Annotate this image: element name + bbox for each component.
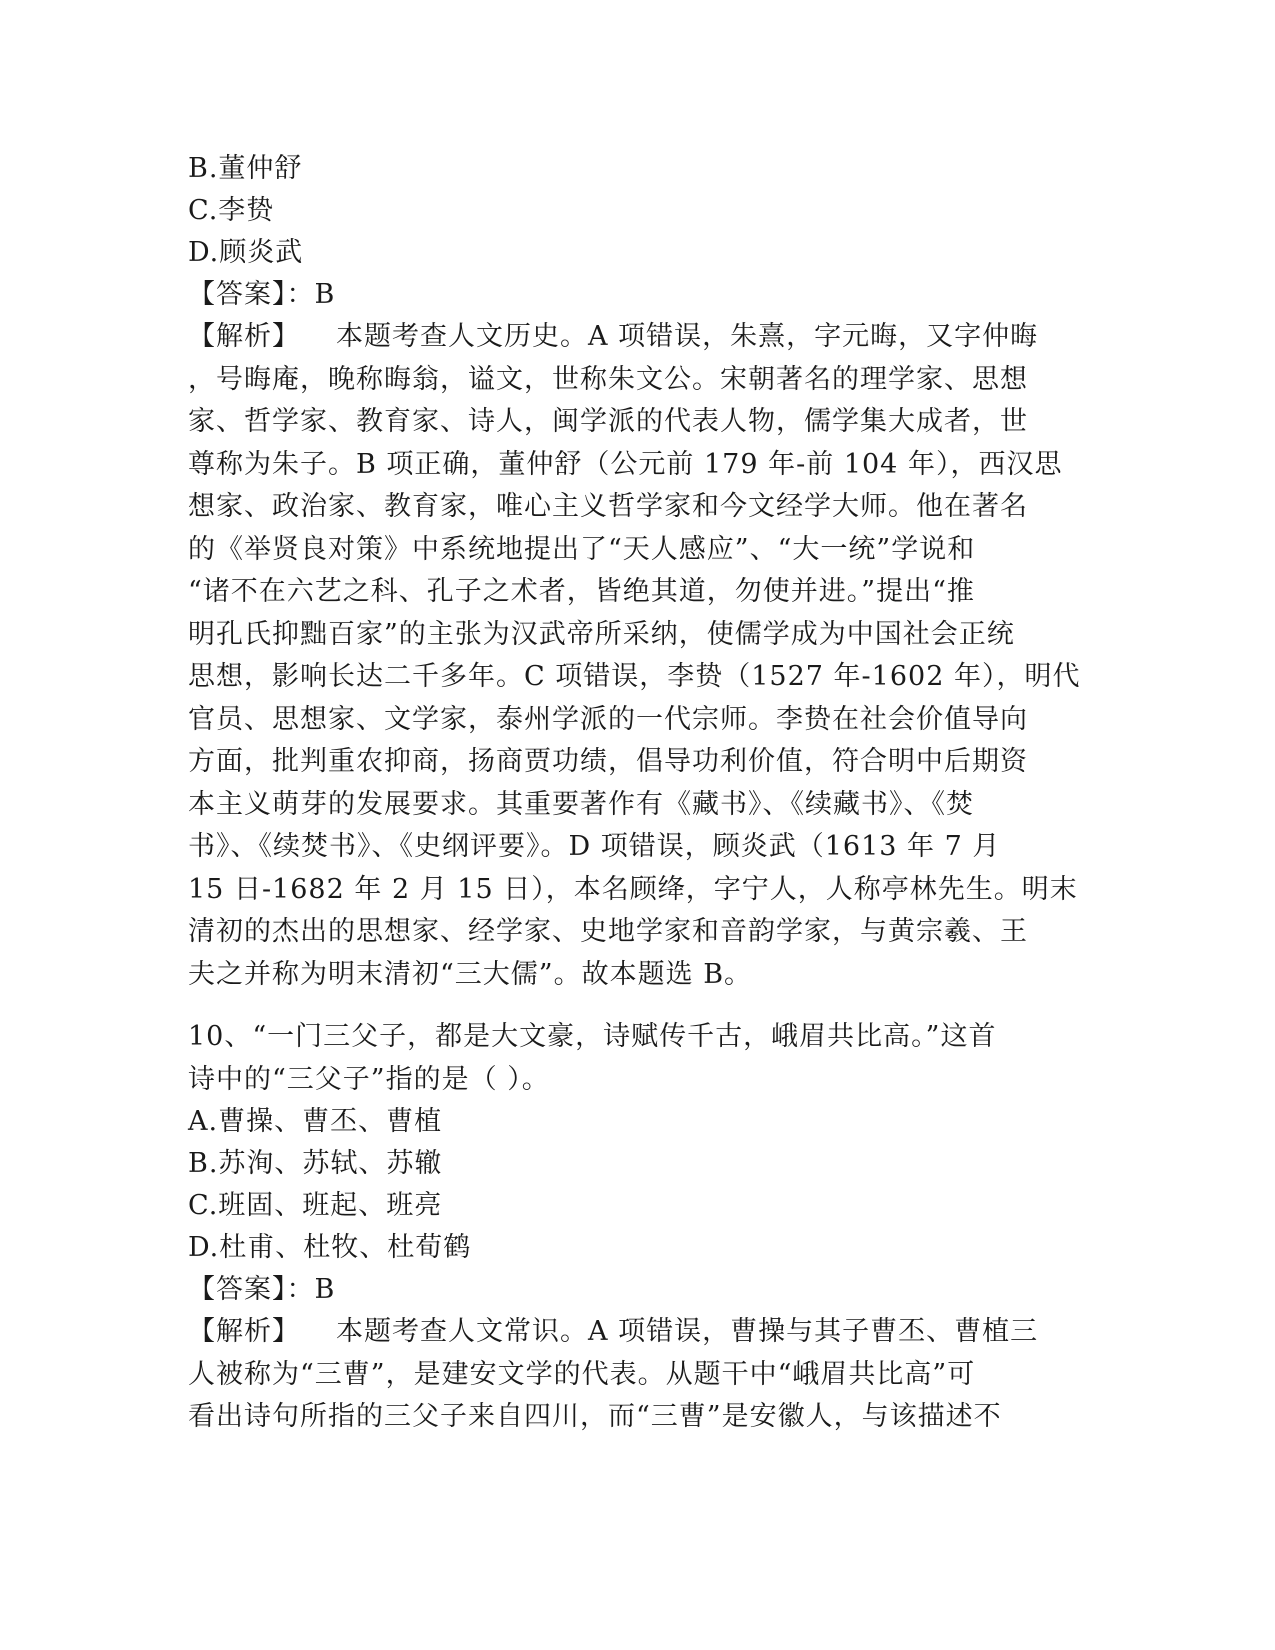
q10-answer-label: 【答案】： [188, 1274, 315, 1305]
q10-option-d: D.杜甫、杜牧、杜荀鹤 [188, 1232, 472, 1263]
q10-option-c: C.班固、班起、班亮 [188, 1190, 443, 1221]
q9-answer-value: B [314, 279, 336, 310]
q9-option-d: D.顾炎武 [188, 237, 304, 268]
document-page [188, 148, 1088, 1439]
q9-option-b: B.董仲舒 [188, 153, 303, 184]
q9-explanation-line: 清初的杰出的思想家、经学家、史地学家和音韵学家，与黄宗羲、王 [188, 916, 1028, 947]
q9-explanation-line: 明孔氏抑黜百家”的主张为汉武帝所采纳，使儒学成为中国社会正统 [188, 618, 1015, 650]
q9-explanation-line: 尊称为朱子。B 项正确，董仲舒（公元前 179 年-前 104 年），西汉思 [188, 448, 1063, 480]
q10-explanation-label: 【解析】 [188, 1316, 300, 1347]
q9-option-c: C.李贽 [188, 195, 275, 226]
q9-explanation-line [188, 316, 1088, 359]
q9-explanation-line: 家、哲学家、教育家、诗人，闽学派的代表人物，儒学集大成者，世 [188, 406, 1028, 437]
q10-explanation-line [188, 1311, 1088, 1354]
q10-explanation [188, 1311, 1088, 1439]
q10-explanation-line: 看出诗句所指的三父子来自四川，而“三曹”是安徽人，与该描述不 [188, 1401, 1002, 1432]
q10-explanation-text: 本题考查人文常识。A 项错误，曹操与其子曹丕、曹植三 [336, 1316, 1039, 1347]
q9-explanation-line: 15 日-1682 年 2 月 15 日），本名顾绛，字宁人，人称亭林先生。明末 [188, 873, 1078, 905]
q9-explanation-line: 想家、政治家、教育家，唯心主义哲学家和今文经学大师。他在著名 [188, 491, 1028, 522]
q9-explanation-line: 官员、思想家、文学家，泰州学派的一代宗师。李贽在社会价值导向 [188, 703, 1028, 735]
q10-explanation-line: 人被称为“三曹”，是建安文学的代表。从题干中“峨眉共比高”可 [188, 1358, 976, 1390]
q10-option-b: B.苏洵、苏轼、苏辙 [188, 1148, 443, 1179]
q10-answer-value: B [314, 1274, 336, 1305]
q10-answer [188, 1269, 1088, 1311]
q9-explanation-line: “诸不在六艺之科、孔子之术者，皆绝其道，勿使并进。”提出“推 [188, 576, 975, 607]
q9-answer-label: 【答案】： [188, 279, 315, 310]
q9-explanation-line: 夫之并称为明末清初“三大儒”。故本题选 B。 [188, 958, 753, 990]
q9-explanation-line: ，号晦庵，晚称晦翁，谥文，世称朱文公。宋朝著名的理学家、思想 [188, 363, 1028, 395]
q10-question-line: 诗中的“三父子”指的是（ ）。 [188, 1063, 550, 1095]
q9-explanation [188, 316, 1088, 996]
q9-explanation-line: 方面，批判重农抑商，扬商贾功绩，倡导功利价值，符合明中后期资 [188, 746, 1028, 777]
q9-explanation-line: 思想，影响长达二千多年。C 项错误，李贽（1527 年-1602 年），明代 [188, 661, 1081, 692]
q10-question-line: 10、“一门三父子，都是大文豪，诗赋传千古，峨眉共比高。”这首 [188, 1021, 997, 1052]
q10-option-a: A.曹操、曹丕、曹植 [188, 1106, 443, 1137]
q9-explanation-line: 的《举贤良对策》中系统地提出了“天人感应”、“大一统”学说和 [188, 533, 976, 565]
q10-question [188, 1016, 1088, 1101]
q9-answer [188, 274, 1088, 316]
q9-explanation-label: 【解析】 [188, 321, 300, 352]
q9-explanation-text: 本题考查人文历史。A 项错误，朱熹，字元晦，又字仲晦 [336, 321, 1039, 352]
q9-explanation-line: 书》、《续焚书》、《史纲评要》。D 项错误，顾炎武（1613 年 7 月 [188, 831, 1001, 862]
q9-explanation-line: 本主义萌芽的发展要求。其重要著作有《藏书》、《续藏书》、《焚 [188, 788, 974, 820]
